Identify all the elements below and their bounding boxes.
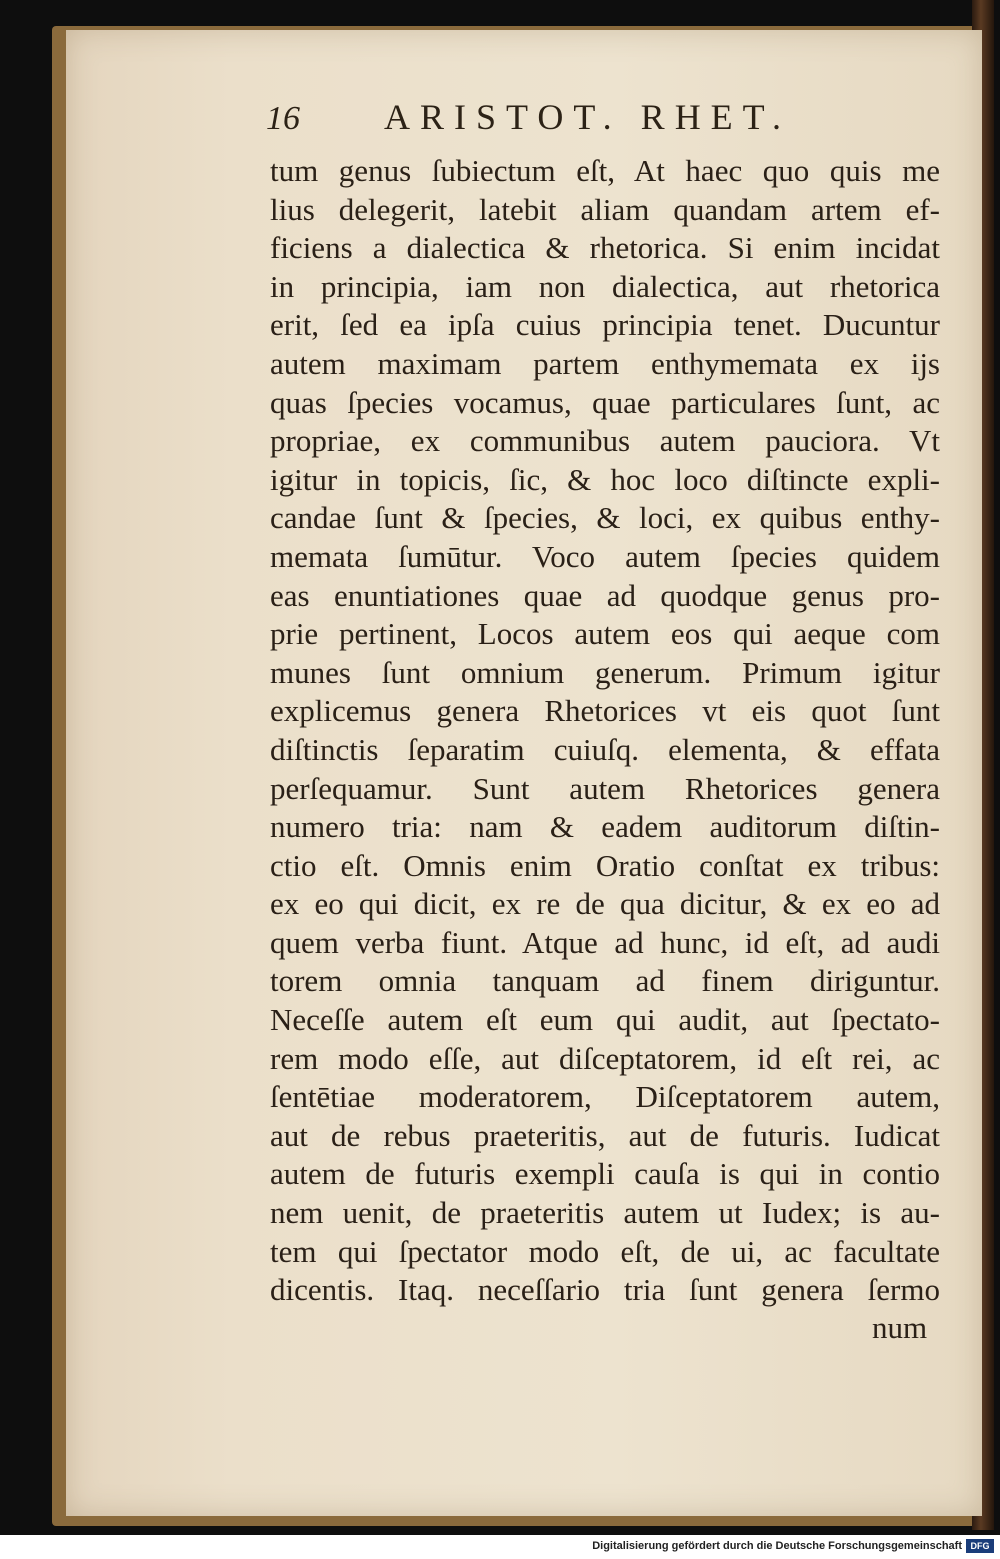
text-line: quem verba fiunt. Atque ad hunc, id eſt, ad audi bbox=[270, 924, 940, 960]
text-line: eas enuntiationes quae ad quodque genus pro- bbox=[270, 577, 940, 613]
text-line: igitur in topicis, ſic, & hoc loco diſtincte expli- bbox=[270, 461, 940, 497]
page-header bbox=[266, 96, 826, 146]
text-line: torem omnia tanquam ad finem diriguntur. bbox=[270, 963, 940, 999]
text-line: Neceſſe autem eſt eum qui audit, aut ſpectato- bbox=[270, 1002, 940, 1038]
text-line: diſtinctis ſeparatim cuiuſq. elementa, & effata bbox=[270, 731, 940, 767]
text-line: ctio eſt. Omnis enim Oratio conſtat ex tribus: bbox=[270, 847, 940, 883]
text-line: autem de futuris exempli cauſa is qui in contio bbox=[270, 1156, 940, 1192]
text-line: munes ſunt omnium generum. Primum igitur bbox=[270, 654, 940, 690]
text-line: lius delegerit, latebit aliam quandam artem ef- bbox=[270, 191, 940, 227]
text-line: quas ſpecies vocamus, quae particulares ſunt, ac bbox=[270, 384, 940, 420]
text-line: explicemus genera Rhetorices vt eis quot ſunt bbox=[270, 693, 940, 729]
text-line: erit, ſed ea ipſa cuius principia tenet. Ducuntur bbox=[270, 307, 940, 343]
text-line: dicentis. Itaq. neceſſario tria ſunt genera ſermo bbox=[270, 1272, 940, 1308]
text-line: ficiens a dialectica & rhetorica. Si enim incidat bbox=[270, 230, 940, 266]
body-text bbox=[270, 152, 940, 1310]
text-line: nem uenit, de praeteritis autem ut Iudex; is au- bbox=[270, 1195, 940, 1231]
text-line: aut de rebus praeteritis, aut de futuris. Iudicat bbox=[270, 1117, 940, 1153]
page-number: 16 bbox=[266, 100, 300, 137]
running-title: ARISTOT. RHET. bbox=[384, 97, 791, 137]
text-line: in principia, iam non dialectica, aut rhetorica bbox=[270, 268, 940, 304]
text-line: rem modo eſſe, aut diſceptatorem, id eſt rei, ac bbox=[270, 1040, 940, 1076]
text-line: tum genus ſubiectum eſt, At haec quo quis me bbox=[270, 153, 940, 188]
text-line: tem qui ſpectator modo eſt, de ui, ac facultate bbox=[270, 1233, 940, 1269]
text-line: ex eo qui dicit, ex re de qua dicitur, & ex eo ad bbox=[270, 886, 940, 922]
text-line: ſentētiae moderatorem, Diſceptatorem autem, bbox=[270, 1079, 940, 1115]
text-line: autem maximam partem enthymemata ex ijs bbox=[270, 345, 940, 381]
text-line: perſequamur. Sunt autem Rhetorices genera bbox=[270, 770, 940, 806]
dfg-logo: DFG bbox=[966, 1539, 994, 1553]
text-line: candae ſunt & ſpecies, & loci, ex quibus enthy- bbox=[270, 500, 940, 536]
text-line: numero tria: nam & eadem auditorum diſtin- bbox=[270, 809, 940, 845]
footer-bar bbox=[0, 1535, 1000, 1559]
text-line: prie pertinent, Locos autem eos qui aeque com bbox=[270, 616, 940, 652]
text-line: propriae, ex communibus autem pauciora. Vt bbox=[270, 423, 940, 459]
catchword: num bbox=[872, 1310, 928, 1345]
text-line: memata ſumūtur. Voco autem ſpecies quidem bbox=[270, 538, 940, 574]
funding-credit: Digitalisierung gefördert durch die Deutsche Forschungsgemeinschaft bbox=[592, 1540, 962, 1552]
